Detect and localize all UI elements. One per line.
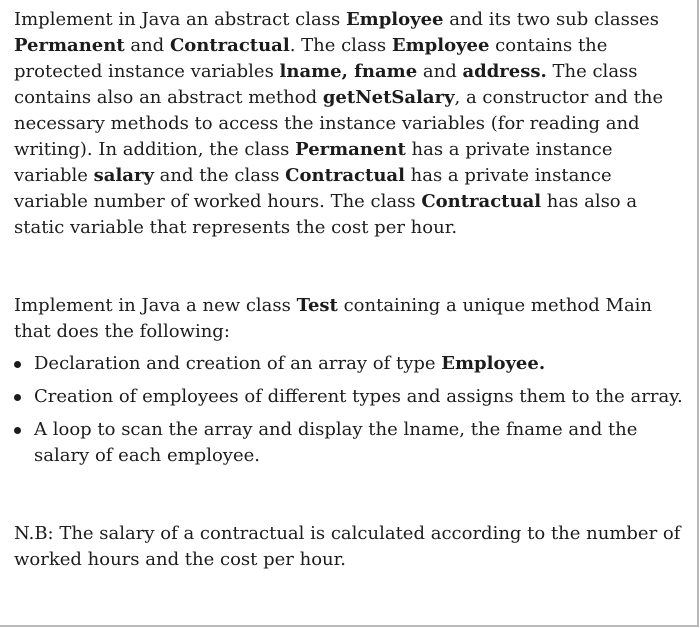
text-span: has a private instance variable number of worked hours. The class	[14, 165, 612, 212]
bold-test: Test	[296, 295, 338, 316]
bold-contractual: Contractual	[421, 191, 542, 212]
list-item	[14, 351, 686, 377]
text-span: has also a static variable that represents the cost per hour.	[14, 191, 638, 238]
bold-employee: Employee	[391, 35, 490, 56]
bold-lname-fname: lname, fname	[279, 61, 418, 82]
paragraph-note: N.B: The salary of a contractual is calculated according to the number of worked hours and the cost per hour.	[14, 523, 681, 570]
text-span: contains the protected instance variables	[14, 35, 608, 82]
text-span: Implement in Java an abstract class	[14, 9, 346, 30]
text-span: and the class	[153, 165, 286, 186]
list-item	[14, 384, 686, 410]
bullet-icon	[14, 361, 21, 368]
text-span: A loop to scan the array and display the lname, the fname and the salary of each employee.	[34, 419, 638, 466]
text-span: Implement in Java a new class	[14, 295, 297, 316]
bold-contractual: Contractual	[169, 35, 290, 56]
bold-salary: salary	[93, 165, 154, 186]
bold-employee: Employee	[345, 9, 444, 30]
text-span: The class contains also an abstract method	[14, 61, 638, 108]
bold-contractual: Contractual	[285, 165, 405, 186]
bold-getnetsalary: getNetSalary	[322, 87, 455, 108]
bold-permanent: Permanent	[14, 35, 125, 56]
bold-address: address.	[462, 61, 547, 82]
paragraph-test-class	[14, 293, 686, 345]
text-span: containing a unique method Main that does the following:	[14, 295, 653, 342]
bullet-icon	[14, 427, 21, 434]
text-span: and its two sub classes	[443, 9, 659, 30]
text-span: Creation of employees of different types and assigns them to the array.	[34, 386, 683, 407]
text-span: Declaration and creation of an array of type	[34, 353, 442, 374]
text-span: has a private instance variable	[14, 139, 613, 186]
paragraph-classes	[14, 7, 686, 241]
list-item	[14, 417, 686, 469]
assignment-text	[14, 7, 686, 573]
bold-employee: Employee.	[441, 353, 546, 374]
text-span: and	[417, 61, 463, 82]
bullet-icon	[14, 394, 21, 401]
bold-permanent: Permanent	[295, 139, 406, 160]
text-span: and	[124, 35, 170, 56]
text-span: . The class	[289, 35, 392, 56]
text-span: , a constructor and the necessary methods to access the instance variables (for reading and writing). In addition, the class	[14, 87, 664, 160]
requirements-list	[14, 351, 686, 469]
